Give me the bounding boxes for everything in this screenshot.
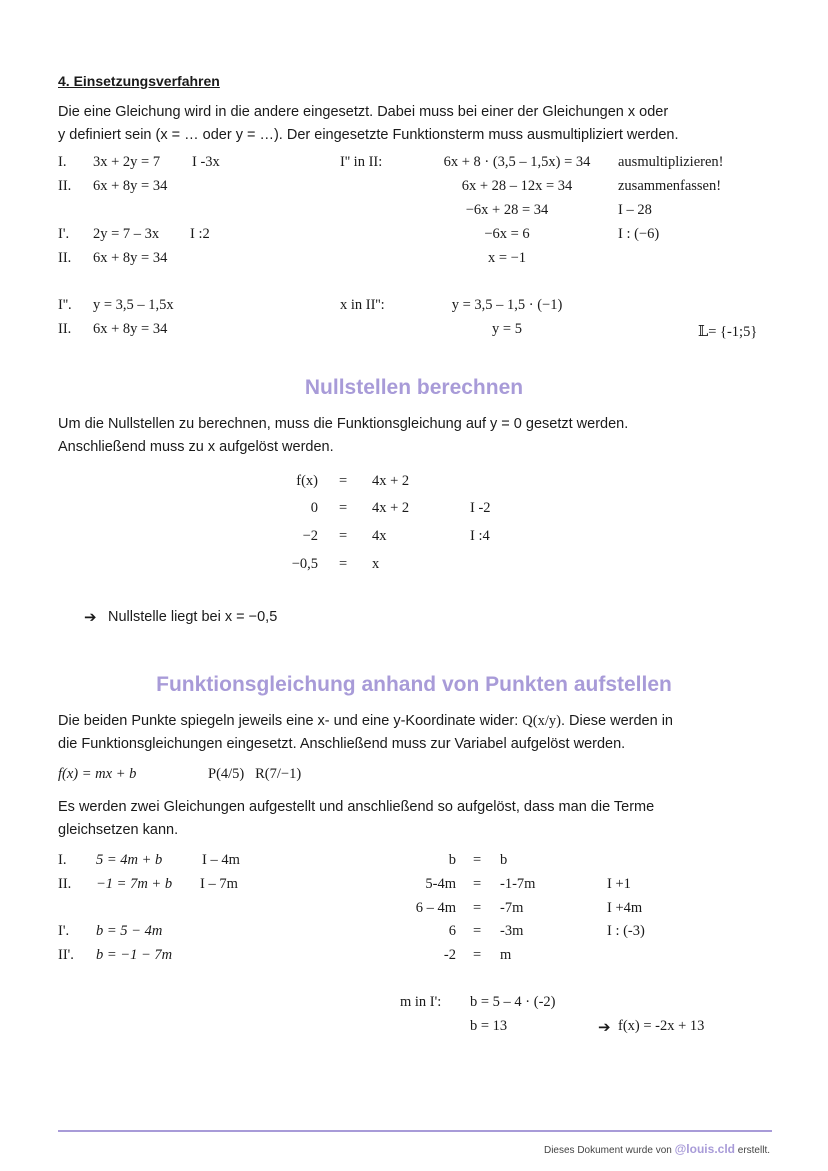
substitution-label: m in I':	[400, 994, 442, 1010]
eq-sign: =	[473, 923, 482, 939]
eq-operation: I -3x	[192, 154, 220, 170]
intro-line: Die eine Gleichung wird in die andere eingesetzt. Dabei muss bei einer der Gleichungen x oder	[58, 104, 669, 120]
equation: 6x + 8y = 34	[93, 321, 168, 337]
eq-label: II.	[58, 250, 72, 266]
intro-line: y definiert sein (x = … oder y = …). Der eingesetzte Funktionsterm muss ausmultipliziert werden.	[58, 127, 679, 143]
equation: 6x + 8y = 34	[93, 250, 168, 266]
eq-lhs: 6 – 4m	[415, 900, 456, 916]
points: P(4/5) R(7/−1)	[208, 766, 302, 782]
intro-line: Um die Nullstellen zu berechnen, muss die Funktionsgleichung auf y = 0 gesetzt werden.	[58, 416, 629, 432]
eq-sign: =	[473, 900, 482, 916]
equation-step: b = 5 – 4 · (-2)	[470, 994, 556, 1010]
arrow-icon: ➔	[598, 1019, 611, 1036]
eq-rhs: 4x	[372, 528, 387, 544]
eq-label: I'.	[58, 226, 70, 242]
eq-sign: =	[339, 500, 348, 516]
eq-lhs: b	[448, 852, 456, 868]
eq-sign: =	[339, 556, 348, 572]
eq-rhs: m	[500, 947, 512, 963]
equation-step: x = −1	[487, 250, 527, 266]
eq-operation: I :4	[470, 528, 490, 544]
eq-operation: I – 7m	[200, 876, 238, 892]
equation: 2y = 7 – 3x	[93, 226, 160, 242]
eq-sign: =	[339, 473, 348, 489]
equation-step: 6x + 8 · (3,5 – 1,5x) = 34	[443, 154, 591, 170]
eq-lhs: f(x)	[296, 473, 318, 489]
footer: Dieses Dokument wurde von @louis.cld erstellt.	[543, 1142, 770, 1156]
eq-operation: I – 4m	[202, 852, 240, 868]
eq-rhs: -7m	[500, 900, 524, 916]
equation: b = 5 − 4m	[96, 923, 163, 939]
eq-label: II'.	[58, 947, 74, 963]
footer-divider	[58, 1130, 772, 1132]
eq-label: II.	[58, 178, 72, 194]
eq-operation: I +4m	[607, 900, 643, 916]
eq-rhs: x	[372, 556, 380, 572]
eq-operation: I : (-3)	[607, 923, 645, 939]
result-text: f(x) = -2x + 13	[618, 1018, 705, 1034]
eq-sign: =	[473, 852, 482, 868]
eq-rhs: -3m	[500, 923, 524, 939]
eq-rhs: 4x + 2	[372, 473, 410, 489]
eq-label: I'.	[58, 923, 70, 939]
step-note: I : (−6)	[618, 226, 660, 242]
equation: 6x + 8y = 34	[93, 178, 168, 194]
eq-lhs: 0	[310, 500, 318, 516]
equation-step: y = 5	[492, 321, 522, 337]
eq-label: II.	[58, 876, 72, 892]
substitution-label: x in II'':	[340, 297, 385, 313]
eq-lhs: −2	[302, 528, 318, 544]
eq-lhs: −0,5	[291, 556, 318, 572]
equation-step: −6x = 6	[484, 226, 530, 242]
eq-operation: I +1	[607, 876, 631, 892]
solution-set: 𝕃= {-1;5}	[698, 324, 758, 340]
equation-step: y = 3,5 – 1,5 · (−1)	[451, 297, 563, 313]
section-title: 4. Einsetzungsverfahren	[58, 73, 220, 89]
eq-label: I.	[58, 852, 67, 868]
equation: 5 = 4m + b	[96, 852, 163, 868]
intro-line: Anschließend muss zu x aufgelöst werden.	[58, 439, 334, 455]
equation: −1 = 7m + b	[96, 876, 173, 892]
eq-label: I.	[58, 154, 67, 170]
arrow-icon: ➔	[84, 609, 97, 626]
step-note: I – 28	[618, 202, 652, 218]
brand-handle: @louis.cld	[674, 1142, 735, 1156]
eq-lhs: 6	[448, 923, 456, 939]
intro-line: Die beiden Punkte spiegeln jeweils eine x- und eine y-Koordinate wider: Q(x/y). Diese werden in	[58, 713, 673, 729]
intro-line: die Funktionsgleichungen eingesetzt. Anschließend muss zur Variabel aufgelöst werden.	[58, 736, 626, 752]
result-text: Nullstelle liegt bei x = −0,5	[108, 609, 278, 625]
eq-sign: =	[473, 947, 482, 963]
equation: y = 3,5 – 1,5x	[93, 297, 174, 313]
text-line: Es werden zwei Gleichungen aufgestellt und anschließend so aufgelöst, dass man die Terme	[58, 799, 655, 815]
step-note: ausmultiplizieren!	[618, 154, 724, 170]
text-line: gleichsetzen kann.	[58, 822, 179, 838]
equation-step: −6x + 28 = 34	[465, 202, 549, 218]
eq-label: II.	[58, 321, 72, 337]
equation: 3x + 2y = 7	[93, 154, 161, 170]
section-heading: Nullstellen berechnen	[304, 376, 524, 399]
equation-step: b = 13	[470, 1018, 508, 1034]
eq-rhs: -1-7m	[500, 876, 536, 892]
step-note: zusammenfassen!	[618, 178, 722, 194]
eq-lhs: -2	[443, 947, 456, 963]
section-heading: Funktionsgleichung anhand von Punkten aufstellen	[156, 673, 672, 696]
formula: f(x) = mx + b	[58, 766, 137, 782]
eq-operation: I :2	[190, 226, 210, 242]
substitution-label: I'' in II:	[340, 154, 383, 170]
eq-lhs: 5-4m	[425, 876, 456, 892]
eq-sign: =	[339, 528, 348, 544]
eq-rhs: b	[500, 852, 508, 868]
eq-rhs: 4x + 2	[372, 500, 410, 516]
equation: b = −1 − 7m	[96, 947, 173, 963]
equation-step: 6x + 28 – 12x = 34	[461, 178, 573, 194]
point-notation: Q(x/y)	[522, 713, 561, 729]
eq-label: I''.	[58, 297, 72, 313]
eq-operation: I -2	[470, 500, 491, 516]
eq-sign: =	[473, 876, 482, 892]
